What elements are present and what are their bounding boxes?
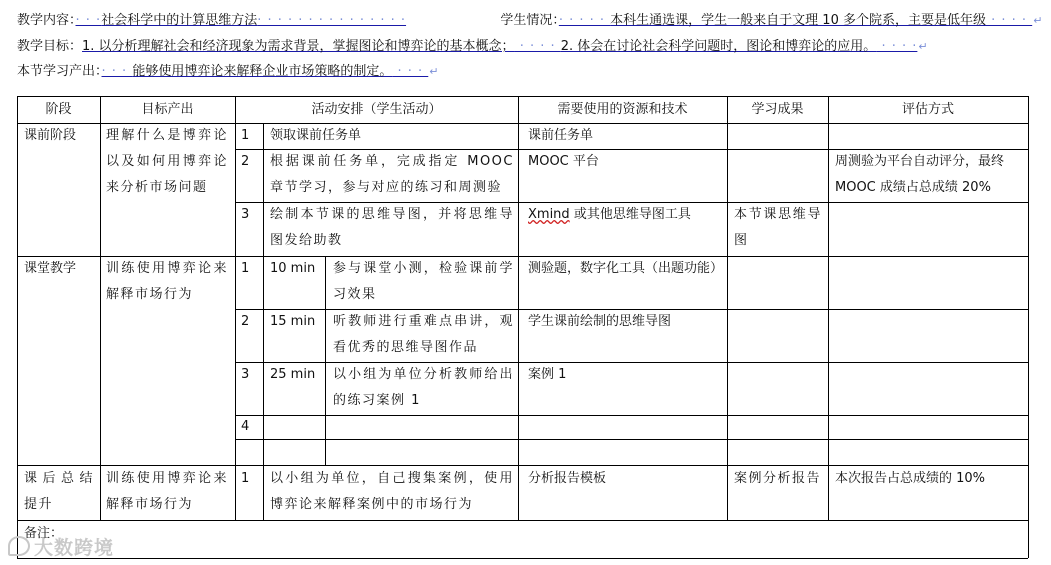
col-header-goal: 目标产出 xyxy=(141,102,194,117)
activity-cell: 以小组为单位，自己搜集案例，使用博弈论来解释案例中的市场行为 xyxy=(270,471,514,512)
stage-cell: 课后总结提升 xyxy=(24,471,94,512)
activity-cell: 绘制本节课的思维导图，并将思维导图发给助教 xyxy=(270,207,514,248)
xmind-text: Xmind xyxy=(528,207,570,222)
stage-cell: 课堂教学 xyxy=(24,261,77,276)
goal-cell: 理解什么是博弈论以及如何用博弈论来分析市场问题 xyxy=(106,128,228,195)
row-number: 1 xyxy=(241,471,250,486)
header-output-line: 本节学习产出：· · · 能够使用博弈论来解释企业市场策略的制定。 · · · ↵ xyxy=(17,64,439,79)
resource-cell: 案例 1 xyxy=(528,367,567,382)
eval-cell: 周测验为平台自动评分，最终 MOOC 成绩占总成绩 20% xyxy=(835,154,1005,195)
content-value: 社会科学中的计算思维方法 xyxy=(101,13,258,28)
goals-label: 教学目标： xyxy=(17,39,83,54)
resource-cell: 学生课前绘制的思维导图 xyxy=(528,314,672,329)
activity-cell: 根据课前任务单，完成指定 MOOC 章节学习，参与对应的练习和周测验 xyxy=(270,154,514,195)
time-cell: 15 min xyxy=(270,314,316,329)
students-value: 本科生通选课，学生一般来自于文理 10 多个院系，主要是低年级 xyxy=(610,13,986,28)
stage-cell: 课前阶段 xyxy=(24,128,77,143)
row-number: 3 xyxy=(241,207,250,222)
col-header-result: 学习成果 xyxy=(751,102,804,117)
watermark-icon xyxy=(8,536,30,556)
return-mark: ↵ xyxy=(1033,14,1043,27)
resource-cell: 分析报告模板 xyxy=(528,471,607,486)
resource-cell: 课前任务单 xyxy=(528,128,594,143)
result-cell: 案例分析报告 xyxy=(734,471,822,486)
output-label: 本节学习产出： xyxy=(17,64,102,79)
resource-cell: Xmind 或其他思维导图工具 xyxy=(528,207,691,222)
return-mark: ↵ xyxy=(429,65,439,78)
row-number: 1 xyxy=(241,128,250,143)
row-number: 3 xyxy=(241,367,250,382)
col-header-eval: 评估方式 xyxy=(901,102,954,117)
row-number: 1 xyxy=(241,261,250,276)
goal-1: 1. 以分析理解社会和经济现象为需求背景，掌握图论和博弈论的基本概念； xyxy=(82,39,515,54)
resource-cell: MOOC 平台 xyxy=(528,154,599,169)
eval-cell: 本次报告占总成绩的 10% xyxy=(835,471,986,486)
col-header-activity: 活动安排（学生活动） xyxy=(311,102,442,117)
activity-cell: 以小组为单位分析教师给出的练习案例 1 xyxy=(333,367,514,408)
time-cell: 10 min xyxy=(270,261,316,276)
col-header-stage: 阶段 xyxy=(45,102,72,117)
activity-cell: 参与课堂小测，检验课前学习效果 xyxy=(333,261,514,302)
goal-cell: 训练使用博弈论来解释市场行为 xyxy=(106,471,228,512)
row-number: 4 xyxy=(241,419,250,434)
remarks-label: 备注： xyxy=(24,526,64,541)
students-label: 学生情况： xyxy=(500,13,559,28)
col-header-resource: 需要使用的资源和技术 xyxy=(557,102,688,117)
header-goals-line: 教学目标：1. 以分析理解社会和经济现象为需求背景，掌握图论和博弈论的基本概念； · · · · 2. 体会在讨论社会科学问题时，图论和博弈论的应用。 · · · ·↵ xyxy=(17,39,928,54)
time-cell: 25 min xyxy=(270,367,316,382)
content-label: 教学内容： xyxy=(17,13,76,28)
return-mark: ↵ xyxy=(918,40,928,53)
goal-cell: 训练使用博弈论来解释市场行为 xyxy=(106,261,228,302)
row-number: 2 xyxy=(241,314,250,329)
header-content-line: 教学内容：· · ·社会科学中的计算思维方法· · · · · · · · · · · · · · · 学生情况：· · · · · 本科生通选课，学生一般来自于文理 10 多个院系，主要是低年级 · · · · ↵ xyxy=(17,13,1043,28)
output-value: 能够使用博弈论来解释企业市场策略的制定。 xyxy=(132,64,393,79)
goal-2: 2. 体会在讨论社会科学问题时，图论和博弈论的应用。 xyxy=(560,39,877,54)
result-cell: 本节课思维导图 xyxy=(734,207,822,248)
watermark-logo xyxy=(8,533,114,560)
resource-cell: 测验题，数字化工具（出题功能） xyxy=(528,261,724,276)
activity-cell: 听教师进行重难点串讲，观看优秀的思维导图作品 xyxy=(333,314,514,355)
content-underline: · · ·社会科学中的计算思维方法· · · · · · · · · · · · · · · xyxy=(75,13,407,28)
activity-cell: 领取课前任务单 xyxy=(270,128,362,143)
row-number: 2 xyxy=(241,154,250,169)
watermark-text: 大数跨境 xyxy=(34,537,115,559)
